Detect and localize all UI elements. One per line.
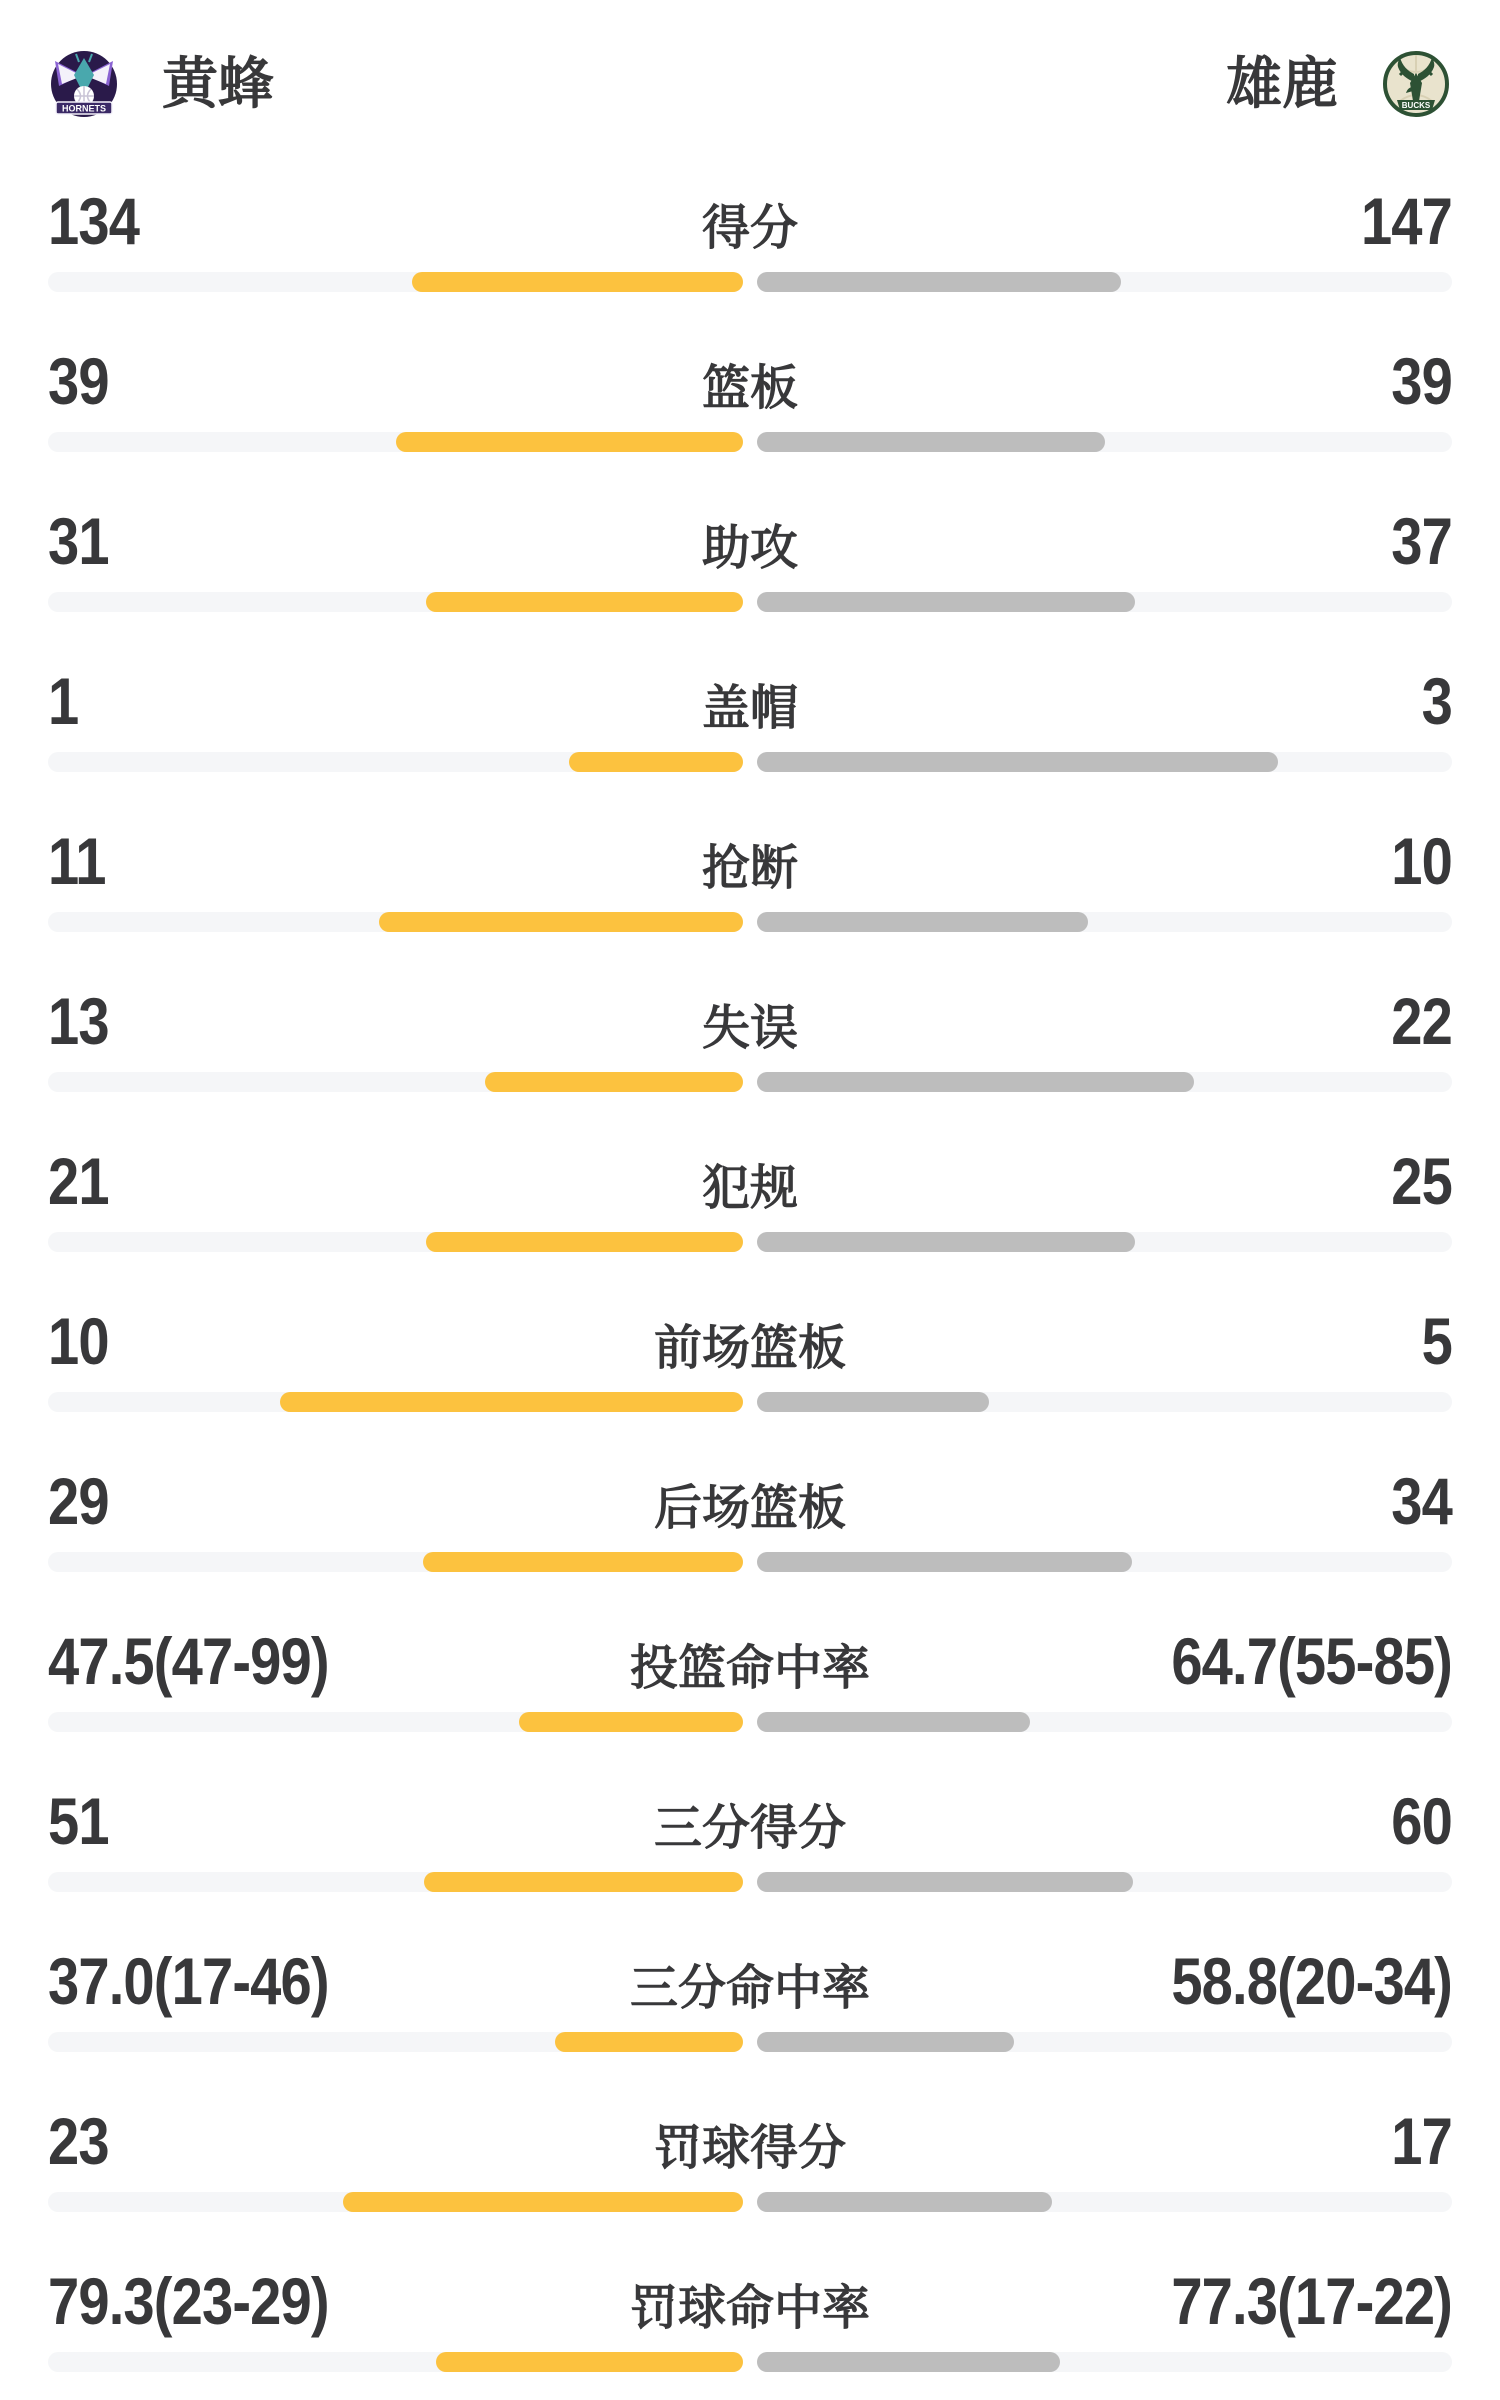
stat-values bbox=[48, 1466, 1452, 1536]
stat-row bbox=[48, 1280, 1452, 1440]
stat-label: 投篮命中率 bbox=[630, 1642, 871, 1695]
right-bar bbox=[757, 272, 1121, 292]
team-away[interactable] bbox=[1226, 49, 1452, 119]
right-bar bbox=[757, 752, 1278, 772]
left-bar bbox=[423, 1552, 743, 1572]
left-value: 31 bbox=[48, 504, 109, 578]
stat-row bbox=[48, 1760, 1452, 1920]
hornets-logo-icon bbox=[48, 49, 120, 119]
bar-track-right bbox=[757, 1552, 1452, 1572]
right-bar bbox=[757, 2192, 1052, 2212]
bar-track-right bbox=[757, 2192, 1452, 2212]
right-value: 5 bbox=[1421, 1304, 1453, 1378]
bar-track-right bbox=[757, 1872, 1452, 1892]
stat-values bbox=[48, 1786, 1452, 1856]
left-value: 79.3(23-29) bbox=[48, 2264, 329, 2338]
left-bar bbox=[412, 272, 743, 292]
header bbox=[48, 0, 1452, 160]
stat-label: 篮板 bbox=[702, 362, 799, 415]
left-bar bbox=[424, 1872, 743, 1892]
away-team-name: 雄鹿 bbox=[1226, 52, 1338, 115]
right-bar bbox=[757, 592, 1135, 612]
home-team-name: 黄蜂 bbox=[162, 52, 274, 115]
bar-track-right bbox=[757, 1072, 1452, 1092]
right-value: 60 bbox=[1391, 1784, 1453, 1858]
right-value: 39 bbox=[1391, 344, 1453, 418]
bucks-logo-text: BUCKS bbox=[1401, 101, 1431, 110]
left-value: 21 bbox=[48, 1144, 109, 1218]
stat-values bbox=[48, 1946, 1452, 2016]
bar-track-right bbox=[757, 1232, 1452, 1252]
left-bar bbox=[485, 1072, 743, 1092]
bar-track bbox=[48, 1552, 1452, 1572]
bar-track bbox=[48, 432, 1452, 452]
bar-track-left bbox=[48, 912, 743, 932]
stat-label: 三分得分 bbox=[654, 1802, 847, 1855]
bar-track-right bbox=[757, 912, 1452, 932]
left-bar bbox=[436, 2352, 743, 2372]
stat-values bbox=[48, 346, 1452, 416]
bar-track bbox=[48, 752, 1452, 772]
stat-values bbox=[48, 826, 1452, 896]
right-value: 3 bbox=[1421, 664, 1453, 738]
hornets-logo-text: HORNETS bbox=[61, 103, 107, 114]
right-bar bbox=[757, 1072, 1194, 1092]
bar-track-right bbox=[757, 752, 1452, 772]
right-bar bbox=[757, 1232, 1135, 1252]
stat-values bbox=[48, 1146, 1452, 1216]
left-bar bbox=[519, 1712, 743, 1732]
bar-track bbox=[48, 1392, 1452, 1412]
stats-list bbox=[48, 160, 1452, 2400]
bar-track-left bbox=[48, 2352, 743, 2372]
right-bar bbox=[757, 1392, 989, 1412]
stat-label: 失误 bbox=[702, 1002, 799, 1055]
stat-row bbox=[48, 1600, 1452, 1760]
bar-track-left bbox=[48, 1872, 743, 1892]
stat-values bbox=[48, 666, 1452, 736]
left-bar bbox=[343, 2192, 743, 2212]
right-value: 25 bbox=[1391, 1144, 1453, 1218]
left-bar bbox=[379, 912, 743, 932]
bar-track-left bbox=[48, 1232, 743, 1252]
bar-track bbox=[48, 1232, 1452, 1252]
left-value: 29 bbox=[48, 1464, 109, 1538]
left-bar bbox=[426, 592, 743, 612]
bar-track bbox=[48, 912, 1452, 932]
stat-label: 得分 bbox=[702, 202, 799, 255]
bar-track-right bbox=[757, 2032, 1452, 2052]
stat-row bbox=[48, 960, 1452, 1120]
bar-track-left bbox=[48, 272, 743, 292]
bar-track-left bbox=[48, 752, 743, 772]
bar-track-left bbox=[48, 1072, 743, 1092]
stat-row bbox=[48, 640, 1452, 800]
bar-track bbox=[48, 1872, 1452, 1892]
left-bar bbox=[280, 1392, 743, 1412]
stat-label: 三分命中率 bbox=[630, 1962, 871, 2015]
left-value: 23 bbox=[48, 2104, 109, 2178]
left-value: 37.0(17-46) bbox=[48, 1944, 329, 2018]
right-value: 37 bbox=[1391, 504, 1453, 578]
team-home[interactable] bbox=[48, 49, 274, 119]
left-value: 13 bbox=[48, 984, 109, 1058]
stat-values bbox=[48, 986, 1452, 1056]
right-value: 22 bbox=[1391, 984, 1453, 1058]
stat-label: 助攻 bbox=[702, 522, 799, 575]
bucks-logo-icon bbox=[1380, 49, 1452, 119]
bar-track-right bbox=[757, 2352, 1452, 2372]
right-bar bbox=[757, 432, 1105, 452]
stat-label: 前场篮板 bbox=[654, 1322, 847, 1375]
stat-values bbox=[48, 2106, 1452, 2176]
bar-track-right bbox=[757, 272, 1452, 292]
bar-track bbox=[48, 2352, 1452, 2372]
left-value: 10 bbox=[48, 1304, 109, 1378]
bar-track-left bbox=[48, 1712, 743, 1732]
bar-track-left bbox=[48, 2192, 743, 2212]
stat-row bbox=[48, 1120, 1452, 1280]
bar-track-right bbox=[757, 1392, 1452, 1412]
stat-row bbox=[48, 160, 1452, 320]
stat-label: 罚球得分 bbox=[654, 2122, 847, 2175]
left-value: 1 bbox=[48, 664, 79, 738]
right-value: 64.7(55-85) bbox=[1171, 1624, 1453, 1698]
left-bar bbox=[569, 752, 743, 772]
right-bar bbox=[757, 912, 1088, 932]
bar-track bbox=[48, 272, 1452, 292]
stat-row bbox=[48, 320, 1452, 480]
bar-track-left bbox=[48, 592, 743, 612]
bar-track-right bbox=[757, 592, 1452, 612]
left-bar bbox=[396, 432, 744, 452]
bar-track-left bbox=[48, 432, 743, 452]
left-bar bbox=[426, 1232, 743, 1252]
bar-track-right bbox=[757, 1712, 1452, 1732]
bar-track-left bbox=[48, 2032, 743, 2052]
right-bar bbox=[757, 2352, 1060, 2372]
bar-track-right bbox=[757, 432, 1452, 452]
stat-values bbox=[48, 1306, 1452, 1376]
left-value: 47.5(47-99) bbox=[48, 1624, 329, 1698]
bar-track-left bbox=[48, 1552, 743, 1572]
bar-track bbox=[48, 592, 1452, 612]
bar-track bbox=[48, 1072, 1452, 1092]
right-value: 147 bbox=[1360, 184, 1453, 258]
right-bar bbox=[757, 1712, 1030, 1732]
bar-track bbox=[48, 1712, 1452, 1732]
stat-values bbox=[48, 2266, 1452, 2336]
bar-track-left bbox=[48, 1392, 743, 1412]
left-value: 11 bbox=[48, 824, 106, 898]
left-value: 39 bbox=[48, 344, 109, 418]
right-value: 10 bbox=[1391, 824, 1453, 898]
right-value: 17 bbox=[1391, 2104, 1453, 2178]
stat-values bbox=[48, 1626, 1452, 1696]
stat-row bbox=[48, 2240, 1452, 2400]
stat-label: 罚球命中率 bbox=[630, 2282, 871, 2335]
left-value: 51 bbox=[48, 1784, 109, 1858]
right-value: 58.8(20-34) bbox=[1171, 1944, 1453, 2018]
stat-row bbox=[48, 800, 1452, 960]
stat-row bbox=[48, 2080, 1452, 2240]
stat-row bbox=[48, 1440, 1452, 1600]
bar-track bbox=[48, 2192, 1452, 2212]
left-bar bbox=[555, 2032, 743, 2052]
stat-label: 犯规 bbox=[702, 1162, 799, 1215]
right-bar bbox=[757, 2032, 1014, 2052]
stat-row bbox=[48, 480, 1452, 640]
right-bar bbox=[757, 1872, 1133, 1892]
left-value: 134 bbox=[48, 184, 140, 258]
stat-row bbox=[48, 1920, 1452, 2080]
stat-label: 抢断 bbox=[702, 842, 799, 895]
right-value: 34 bbox=[1391, 1464, 1453, 1538]
stat-values bbox=[48, 506, 1452, 576]
bar-track bbox=[48, 2032, 1452, 2052]
stat-label: 后场篮板 bbox=[654, 1482, 847, 1535]
right-value: 77.3(17-22) bbox=[1171, 2264, 1453, 2338]
right-bar bbox=[757, 1552, 1132, 1572]
stat-label: 盖帽 bbox=[702, 682, 799, 735]
stat-values bbox=[48, 186, 1452, 256]
